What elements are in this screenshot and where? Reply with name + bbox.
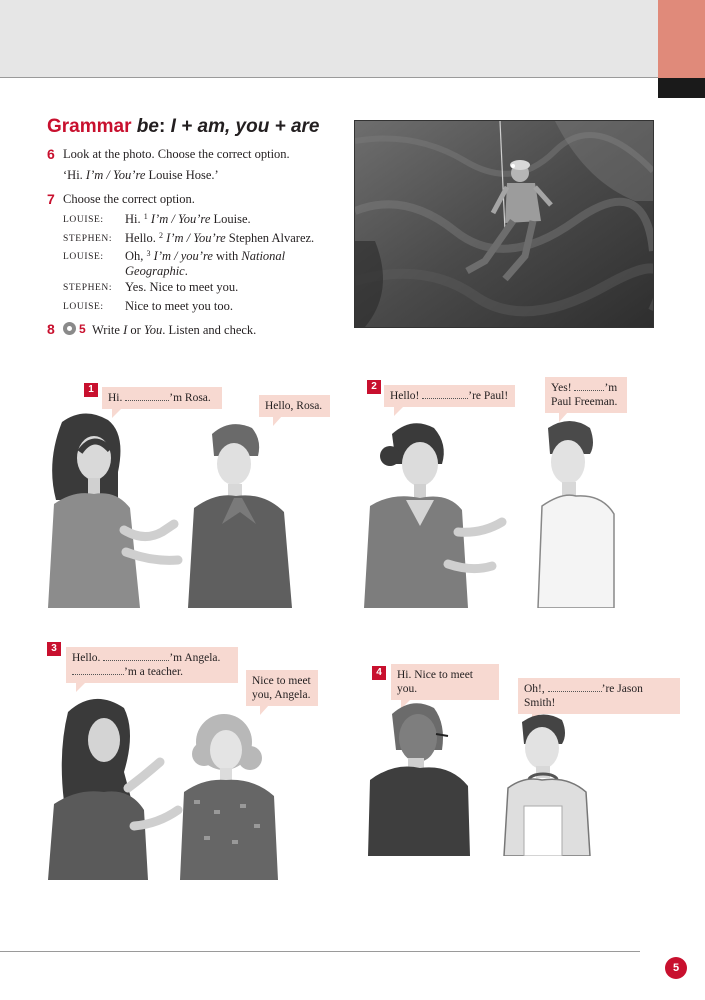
grammar-heading <box>47 116 320 138</box>
scene-1-number: 1 <box>84 383 98 397</box>
s2-b2-post: ’m <box>604 382 618 394</box>
answer-blank[interactable] <box>548 682 602 692</box>
s3-b1-pre: Hello. <box>72 652 104 664</box>
scene-4-bubble-left: Hi. Nice to meet you. <box>391 664 499 700</box>
section-tab-marker <box>658 78 705 98</box>
answer-blank[interactable] <box>422 389 468 399</box>
s2-b1-pre: Hello! <box>390 390 423 402</box>
page-number: 5 <box>665 957 687 979</box>
scene-2-number: 2 <box>367 380 381 394</box>
ex8-post: . Listen and check. <box>162 323 257 337</box>
scene-2-illustration <box>362 414 624 608</box>
dialogue-line-1 <box>125 212 251 227</box>
s3-b2-line1: Nice to meet <box>252 675 311 687</box>
caver-photo <box>354 120 654 328</box>
speaker-louise-1: LOUISE: <box>63 215 104 225</box>
speaker-louise-2: LOUISE: <box>63 252 104 262</box>
d1-sup: 1 <box>143 212 148 221</box>
d2-pre: Hello. <box>125 231 160 245</box>
d3-magazine: National Geographic <box>125 249 286 278</box>
d2-option[interactable]: I’m / You’re <box>166 231 226 245</box>
s3-b2-line2: you, Angela. <box>252 689 311 701</box>
scene-3-illustration <box>44 692 284 880</box>
scene-4-illustration <box>364 694 604 856</box>
answer-blank[interactable] <box>125 391 169 401</box>
ex8-opt2: You <box>143 323 163 337</box>
s2-b2-line2: Paul Freeman. <box>551 396 618 408</box>
speaker-stephen-1: STEPHEN: <box>63 234 113 244</box>
d3-pre: Oh, <box>125 249 147 263</box>
scene-4-number: 4 <box>372 666 386 680</box>
s4-b2-post: ’re Jason Smith! <box>524 683 643 709</box>
exercise-7-instruction: Choose the correct option. <box>63 192 195 206</box>
section-tab <box>658 0 705 78</box>
scene-2-bubble-right <box>545 377 627 413</box>
s1-b1-pre: Hi. <box>108 392 126 404</box>
answer-blank[interactable] <box>103 651 169 661</box>
scene-2-bubble-left <box>384 385 515 407</box>
exercise-8-number: 8 <box>47 321 55 337</box>
ex8-or: or <box>127 323 144 337</box>
q-close: Louise Hose.’ <box>145 168 219 182</box>
scene-3-bubble-left <box>66 647 238 683</box>
s1-b1-post: ’m Rosa. <box>169 392 211 404</box>
s3-b1-line2: ’m a teacher. <box>124 666 184 678</box>
heading-be: be <box>136 116 159 137</box>
d3-option[interactable]: I’m / you’re <box>153 249 213 263</box>
footer-rule <box>0 951 640 952</box>
answer-blank[interactable] <box>72 665 124 675</box>
s3-b1-post: ’m Angela. <box>169 652 221 664</box>
heading-formula: I + am, you + are <box>170 116 320 137</box>
header-band <box>0 0 658 78</box>
d3-mid: with <box>212 249 242 263</box>
s2-b2-pre: Yes! <box>551 382 575 394</box>
scene-1-illustration <box>44 412 302 608</box>
exercise-6-number: 6 <box>47 146 55 162</box>
q-open: ‘Hi. <box>63 168 86 182</box>
scene-1-bubble-right: Hello, Rosa. <box>259 395 330 417</box>
dialogue-line-2 <box>125 231 314 246</box>
d3-sup: 3 <box>146 249 151 258</box>
exercise-7-number: 7 <box>47 191 55 207</box>
d1-pre: Hi. <box>125 212 144 226</box>
heading-word: Grammar <box>47 116 132 137</box>
speaker-stephen-2: STEPHEN: <box>63 283 113 293</box>
q-option[interactable]: I’m / You’re <box>85 168 146 182</box>
scene-1-bubble-left <box>102 387 222 409</box>
heading-colon: : <box>158 116 166 137</box>
caver-photo-image <box>355 121 653 327</box>
exercise-6-instruction: Look at the photo. Choose the correct option. <box>63 147 290 161</box>
answer-blank[interactable] <box>574 381 604 391</box>
dialogue-line-4: Yes. Nice to meet you. <box>125 280 239 294</box>
scene-3-number: 3 <box>47 642 61 656</box>
dialogue-line-3 <box>125 249 330 279</box>
ex8-pre: Write <box>92 323 124 337</box>
s4-b2-pre: Oh!, <box>524 683 548 695</box>
d1-post: Louise. <box>210 212 251 226</box>
speaker-louise-3: LOUISE: <box>63 302 104 312</box>
d1-option[interactable]: I’m / You’re <box>150 212 211 226</box>
d2-sup: 2 <box>159 231 164 240</box>
audio-track-number: 5 <box>79 322 86 336</box>
d3-end: . <box>184 264 188 278</box>
audio-cd-icon[interactable] <box>63 322 76 335</box>
ex8-opt1: I <box>123 323 128 337</box>
exercise-6-question <box>63 168 219 183</box>
s2-b1-post: ’re Paul! <box>468 390 509 402</box>
exercise-8-instruction <box>92 323 256 338</box>
dialogue-line-5: Nice to meet you too. <box>125 299 233 313</box>
d2-post: Stephen Alvarez. <box>225 231 315 245</box>
